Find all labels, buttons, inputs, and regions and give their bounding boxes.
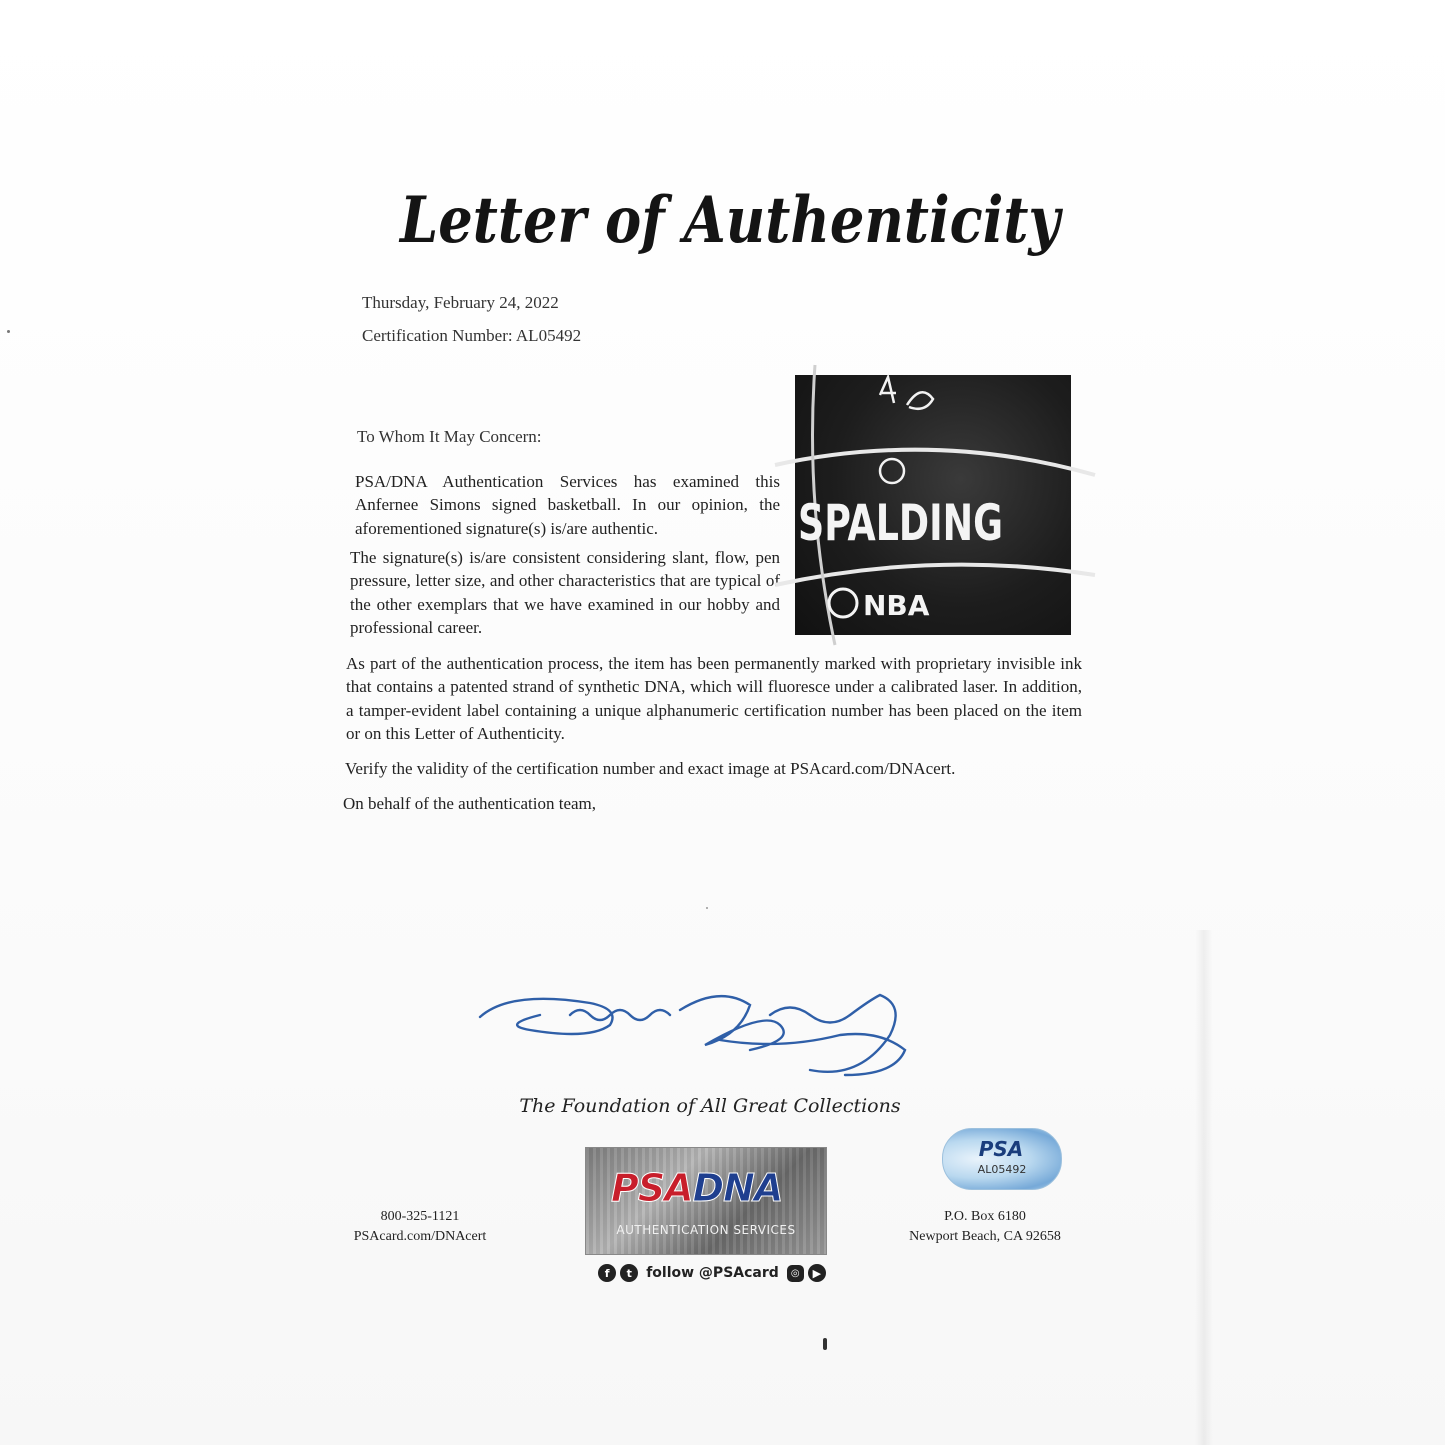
signature-scribble <box>470 985 930 1085</box>
svg-text:Letter of Authenticity: Letter of Authenticity <box>398 183 1064 258</box>
ball-league-text: NBA <box>863 589 930 622</box>
closing-line: On behalf of the authentication team, <box>343 794 597 813</box>
paper-shadow <box>1195 930 1213 1445</box>
tagline: The Foundation of All Great Collections <box>519 1095 901 1117</box>
item-photo <box>795 375 1071 635</box>
signature <box>470 985 930 1085</box>
logo-subtitle: AUTHENTICATION SERVICES <box>616 1223 796 1237</box>
paragraph-verify: Verify the validity of the certification number and exact image at PSAcard.com/DNAcert. <box>345 759 956 778</box>
paragraph-dna: As part of the authentication process, the item has been permanently marked with proprietary invisible ink that contains a patented strand of synthetic DNA, which will fluoresce under a calibrated laser. In addition, a tamper-evident label containing a unique alphanumeric certification number has been placed on the item or on this Letter of Authenticity. <box>346 654 1082 743</box>
social-follow <box>592 1260 832 1286</box>
paper-speck <box>706 907 708 909</box>
title-script <box>380 170 1080 270</box>
po-box: P.O. Box 6180 <box>944 1209 1026 1224</box>
website-link[interactable]: PSAcard.com/DNAcert <box>353 1229 487 1244</box>
city-address: Newport Beach, CA 92658 <box>909 1229 1061 1244</box>
salutation: To Whom It May Concern: <box>357 427 542 446</box>
psa-hologram-sticker <box>942 1128 1062 1190</box>
hologram-brand: PSA <box>978 1137 1024 1161</box>
psa-dna-wordmark: PSADNA <box>611 1166 783 1210</box>
letter-title <box>380 170 1080 270</box>
follow-handle[interactable]: follow @PSAcard <box>646 1265 779 1281</box>
hologram-code: AL05492 <box>977 1163 1027 1176</box>
twitter-icon[interactable]: t <box>620 1264 638 1282</box>
contact-right <box>895 1207 1075 1247</box>
instagram-icon[interactable]: ◎ <box>787 1265 804 1282</box>
letter-date: Thursday, February 24, 2022 <box>362 293 559 312</box>
basketball-image <box>795 375 1071 635</box>
ball-brand-text: SPALDING <box>798 494 1003 552</box>
phone-number: 800-325-1121 <box>380 1209 460 1224</box>
psa-dna-logo <box>585 1147 827 1255</box>
paper-speck <box>823 1338 827 1350</box>
facebook-icon[interactable]: f <box>598 1264 616 1282</box>
contact-left <box>340 1207 500 1247</box>
paragraph-examined: PSA/DNA Authentication Services has examined this Anfernee Simons signed basketball. In our opinion, the aforementioned signature(s) is/are authentic. <box>355 472 780 538</box>
certification-number: Certification Number: AL05492 <box>362 326 582 345</box>
youtube-icon[interactable]: ▶ <box>808 1264 826 1282</box>
paper-speck <box>7 330 10 333</box>
paragraph-consistency: The signature(s) is/are consistent considering slant, flow, pen pressure, letter size, and other characteristics that are typical of the other exemplars that we have examined in our hobby and professional career. <box>350 548 780 637</box>
